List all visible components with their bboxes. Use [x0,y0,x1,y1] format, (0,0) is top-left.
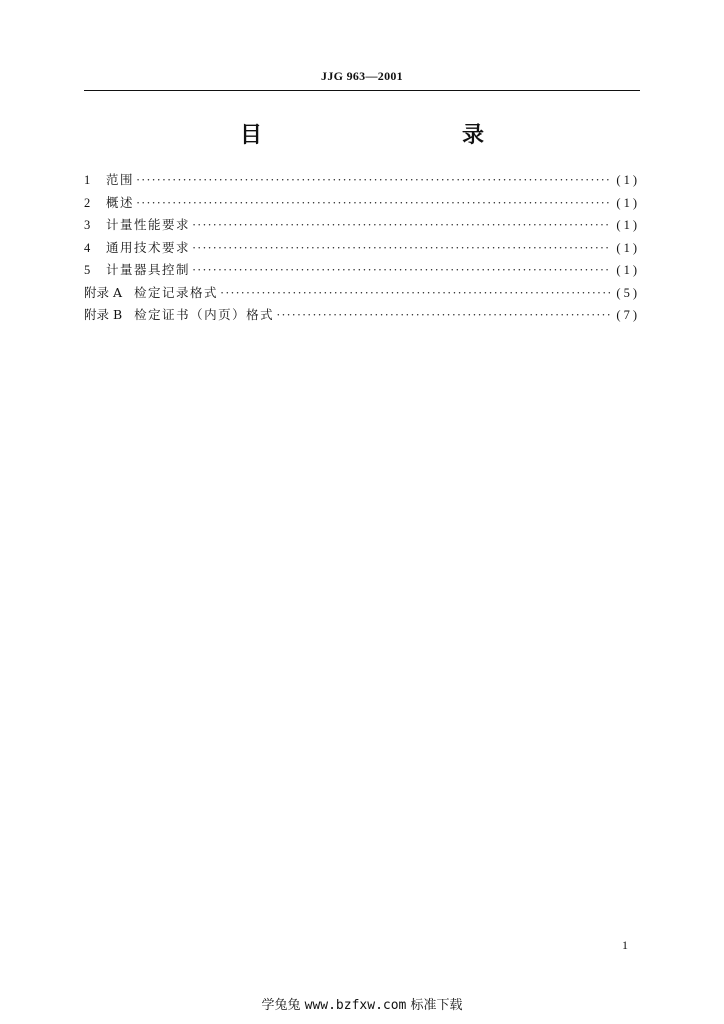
toc-entry-number: 5 [84,263,91,277]
table-of-contents [84,170,640,328]
toc-dot-leader [136,173,610,188]
toc-dot-leader [276,308,610,323]
toc-entry-number: 3 [84,218,91,232]
toc-entry-number: 4 [84,240,91,255]
toc-entry-label: 通用技术要求 [106,239,191,255]
standard-code: JJG 963—2001 [321,69,403,83]
toc-entry-label: 计量器具控制 [106,262,191,277]
toc-appendix-prefix: 附录 A [84,284,123,300]
page-number: 1 [622,938,628,952]
toc-entry-number: 1 [84,173,91,187]
toc-entry-label: 检定证书（内页）格式 [134,307,275,322]
toc-entry-page: (1) [616,263,640,277]
footer-site-name: 学兔兔 [261,998,301,1013]
toc-entry-label: 计量性能要求 [106,217,191,232]
toc-entry-label: 检定记录格式 [134,284,219,300]
toc-entry-page: (1) [616,218,640,232]
page-title: 目 录 [239,123,536,148]
toc-entry-label: 概述 [106,194,135,210]
toc-entry[interactable] [84,238,640,261]
toc-entry-page: (1) [616,195,640,210]
toc-entry[interactable] [84,260,640,283]
toc-dot-leader [136,196,610,211]
toc-dot-leader [192,241,610,256]
toc-dot-leader [192,263,610,278]
toc-entry[interactable] [84,170,640,193]
toc-appendix-prefix: 附录 B [84,307,123,322]
toc-entry-page: (1) [616,240,640,255]
toc-entry-page: (5) [616,285,640,300]
footer-watermark [0,994,724,1013]
toc-entry-page: (7) [616,308,640,322]
toc-entry-label: 范围 [106,172,135,187]
toc-entry-appendix[interactable] [84,305,640,328]
footer-tagline: 标准下载 [410,998,463,1013]
toc-entry[interactable] [84,215,640,238]
toc-entry[interactable] [84,193,640,216]
toc-dot-leader [192,218,610,233]
toc-entry-page: (1) [616,173,640,187]
toc-dot-leader [220,286,610,301]
footer-url-link[interactable]: www.bzfxw.com [304,998,407,1013]
toc-entry-number: 2 [84,195,91,210]
toc-entry-appendix[interactable] [84,283,640,306]
header-rule [84,90,640,91]
